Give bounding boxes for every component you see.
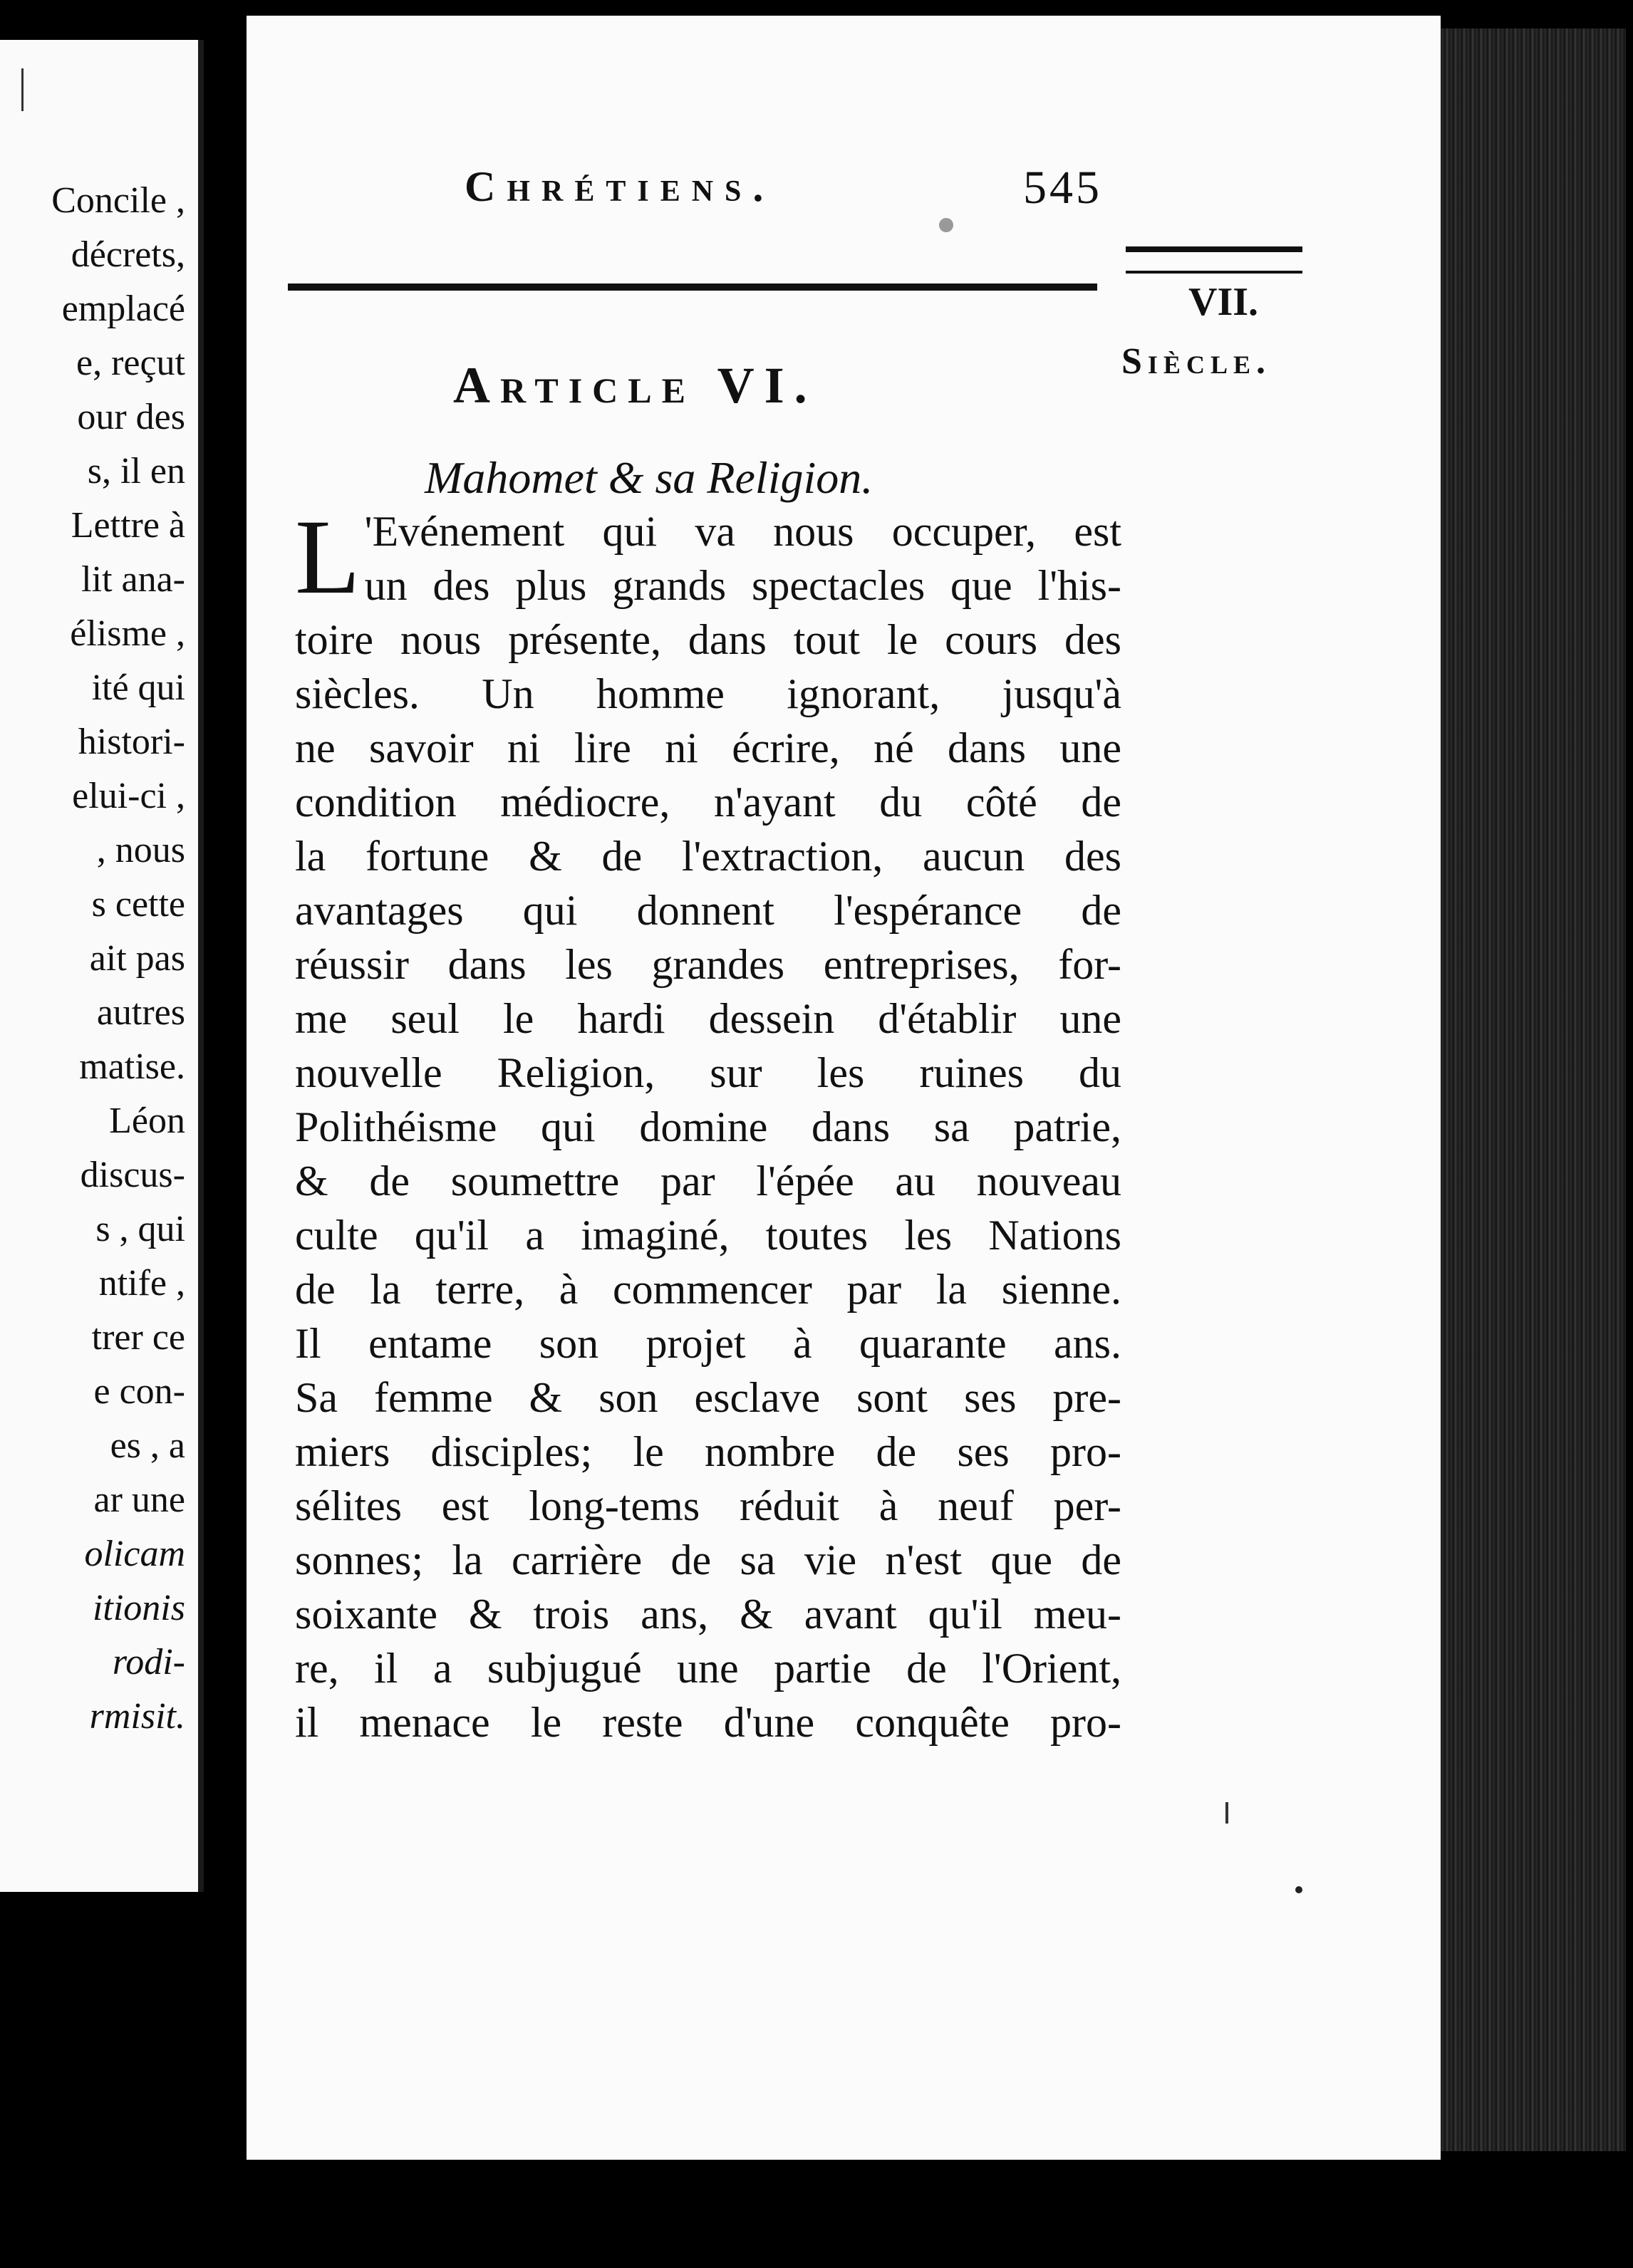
left-page-mark	[21, 68, 24, 111]
left-page-line: Concile ,	[51, 180, 185, 221]
left-page-line: our des	[77, 397, 185, 437]
left-page-line: Léon	[109, 1101, 185, 1141]
left-facing-page	[0, 40, 204, 1892]
body-line: de la terre, à commencer par la sienne.	[295, 1266, 1121, 1313]
left-page-line: e, reçut	[76, 343, 185, 383]
left-page-line: s cette	[91, 884, 185, 925]
body-line: 'Evénement qui va nous occuper, est	[364, 508, 1121, 555]
left-page-line: trer ce	[91, 1317, 185, 1358]
left-page-line: elui-ci ,	[72, 776, 185, 816]
body-line: soixante & trois ans, & avant qu'il meu-	[295, 1591, 1121, 1638]
left-page-line: itionis	[92, 1588, 185, 1628]
header-rule	[288, 284, 1097, 291]
article-body	[295, 498, 1121, 1749]
left-page-line: es , a	[110, 1425, 185, 1466]
left-page-line: rmisit.	[89, 1696, 185, 1737]
body-line: & de soumettre par l'épée au nouveau	[295, 1158, 1121, 1205]
running-head: Chrétiens.	[465, 163, 775, 210]
left-page-line: Lettre à	[71, 505, 185, 546]
left-page-line: décrets,	[71, 234, 185, 275]
left-page-line: e con-	[93, 1371, 185, 1412]
body-line: miers disciples; le nombre de ses pro-	[295, 1428, 1121, 1475]
body-line: avantages qui donnent l'espérance de	[295, 887, 1121, 934]
left-page-line: s, il en	[87, 451, 185, 491]
body-line: nouvelle Religion, sur les ruines du	[295, 1049, 1121, 1096]
ink-spot	[1295, 1886, 1302, 1893]
article-body-lines	[295, 498, 1121, 1749]
body-line: Sa femme & son esclave sont ses pre-	[295, 1374, 1121, 1421]
left-page-line: s , qui	[95, 1209, 185, 1249]
body-line: Polithéisme qui domine dans sa patrie,	[295, 1103, 1121, 1150]
ink-spot	[939, 218, 953, 232]
page-edge-stack	[1441, 28, 1626, 2151]
left-page-line: ntife ,	[98, 1263, 185, 1304]
left-page-line: ar une	[93, 1479, 185, 1520]
body-line: culte qu'il a imaginé, toutes les Nations	[295, 1212, 1121, 1259]
drop-cap: L	[295, 498, 361, 616]
page-number: 545	[1023, 162, 1102, 214]
body-line: un des plus grands spectacles que l'his-	[364, 562, 1121, 609]
left-page-line: élisme ,	[70, 613, 185, 654]
left-page-line: histori-	[78, 722, 185, 762]
left-page-line: , nous	[96, 830, 185, 870]
left-page-line: discus-	[80, 1155, 185, 1195]
body-line: Il entame son projet à quarante ans.	[295, 1320, 1121, 1367]
ink-spot	[1225, 1802, 1228, 1824]
body-line: sonnes; la carrière de sa vie n'est que de	[295, 1536, 1121, 1583]
body-line: il menace le reste d'une conquête pro-	[295, 1699, 1121, 1746]
margin-century: VII.	[1188, 280, 1259, 324]
article-subtitle: Mahomet & sa Religion.	[425, 452, 873, 503]
body-line: siècles. Un homme ignorant, jusqu'à	[295, 670, 1121, 717]
book-gutter	[204, 0, 247, 2268]
left-page-line: ait pas	[89, 938, 185, 979]
body-line: ne savoir ni lire ni écrire, né dans une	[295, 724, 1121, 771]
left-page-line: autres	[96, 992, 185, 1033]
body-line: toire nous présente, dans tout le cours des	[295, 616, 1121, 663]
body-line: réussir dans les grandes entreprises, for-	[295, 941, 1121, 988]
body-line: sélites est long-tems réduit à neuf per-	[295, 1482, 1121, 1529]
body-line: condition médiocre, n'ayant du côté de	[295, 779, 1121, 826]
margin-siecle: Siècle.	[1121, 341, 1271, 382]
left-page-line: matise.	[79, 1046, 185, 1087]
left-page-line: ité qui	[91, 667, 185, 708]
left-page-line: olicam	[84, 1534, 185, 1574]
left-page-line: lit ana-	[81, 559, 185, 600]
article-title: Article VI.	[453, 357, 817, 414]
margin-rule	[1126, 246, 1302, 274]
body-line: re, il a subjugué une partie de l'Orient,	[295, 1645, 1121, 1692]
body-line: me seul le hardi dessein d'établir une	[295, 995, 1121, 1042]
left-page-line: rodi-	[112, 1642, 185, 1682]
body-line: la fortune & de l'extraction, aucun des	[295, 833, 1121, 880]
left-page-line: emplacé	[61, 288, 185, 329]
